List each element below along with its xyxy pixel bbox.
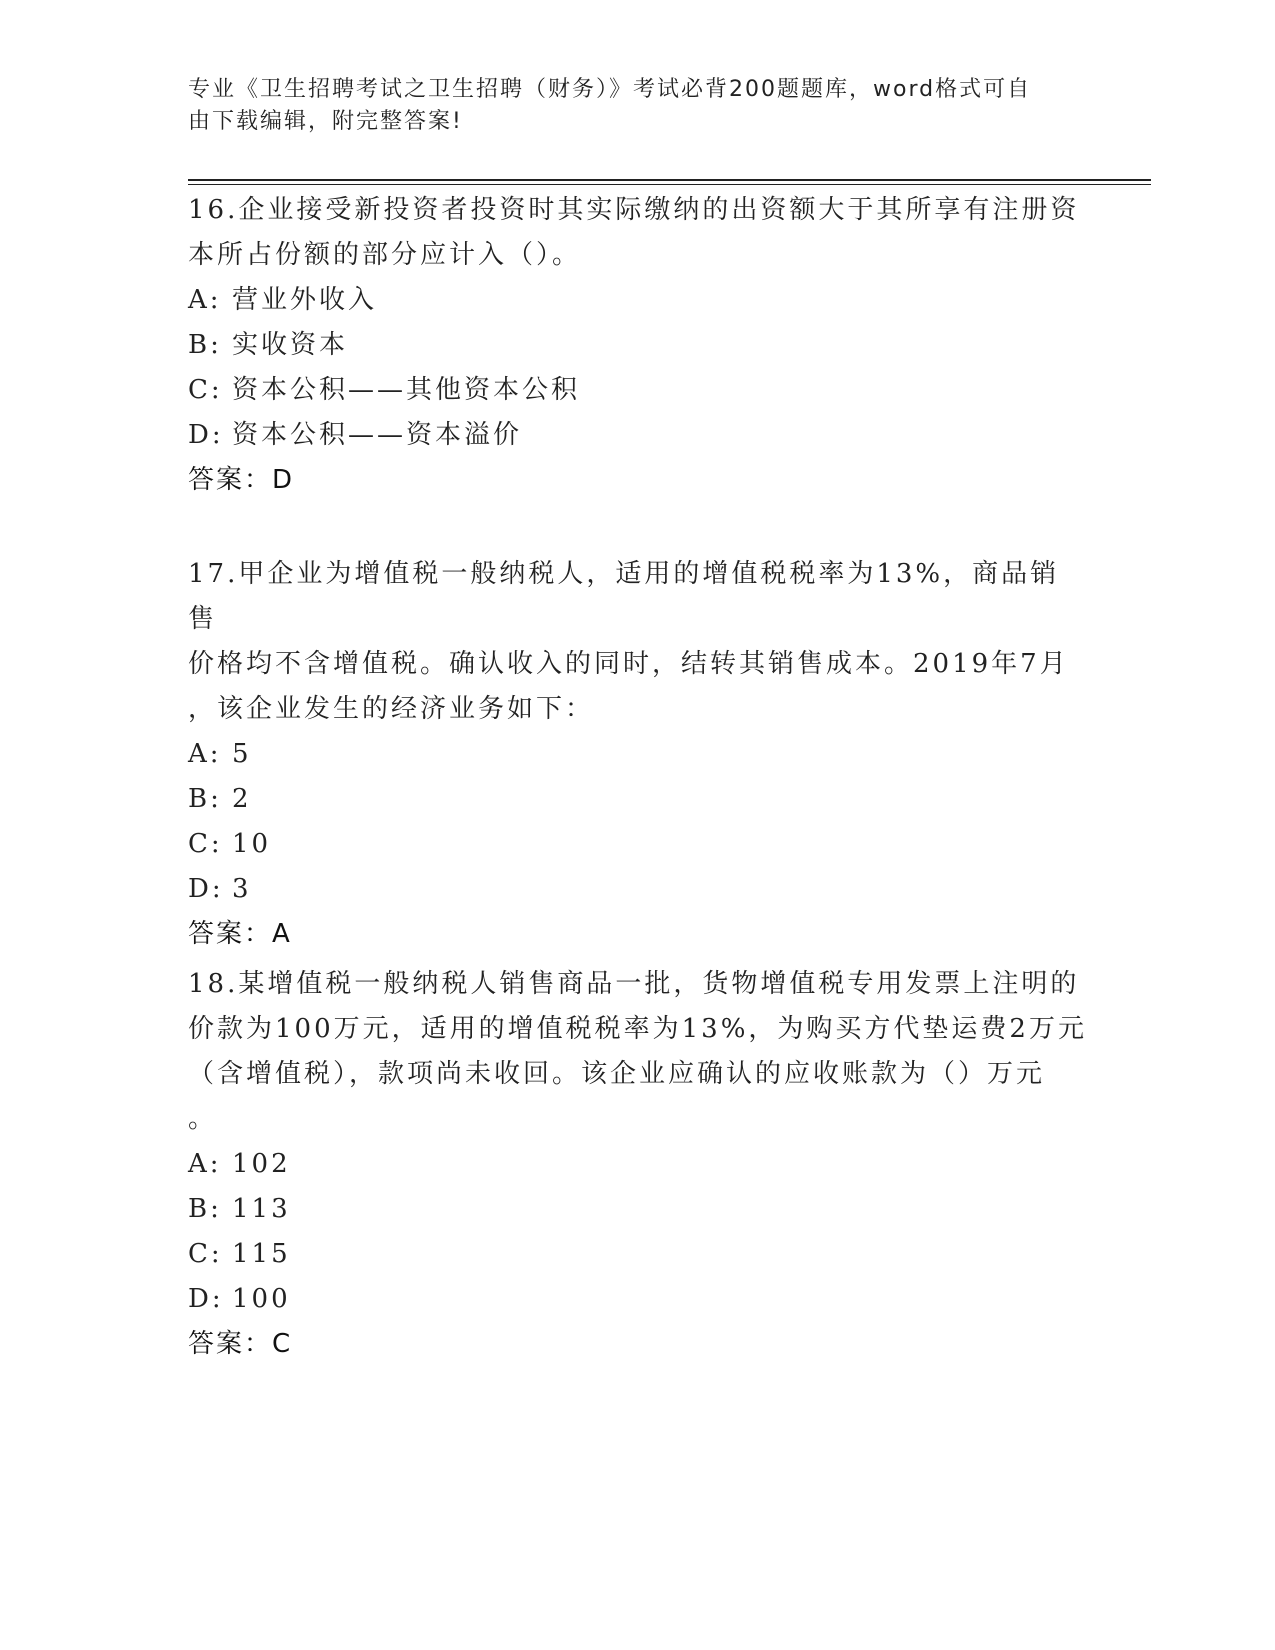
question-18-line-4: 。 xyxy=(188,1104,218,1134)
question-16-option-a xyxy=(188,278,1088,323)
option-text: 100 xyxy=(232,1284,291,1314)
option-letter: D: xyxy=(188,1284,224,1314)
option-letter: B: xyxy=(188,1194,222,1224)
option-text: 2 xyxy=(232,784,252,814)
option-letter: A: xyxy=(188,285,222,315)
question-18-line-1: 18.某增值税一般纳税人销售商品一批，货物增值税专用发票上注明的 xyxy=(188,969,1080,999)
header-line-1: 专业《卫生招聘考试之卫生招聘（财务）》考试必背200题题库，word格式可自 xyxy=(188,77,1032,102)
option-letter: A: xyxy=(188,1149,222,1179)
question-16-option-b xyxy=(188,323,1088,368)
option-letter: D: xyxy=(188,874,224,904)
option-letter: B: xyxy=(188,330,222,360)
question-17-line-3: ，该企业发生的经济业务如下： xyxy=(188,694,595,724)
question-16-line-1: 16.企业接受新投资者投资时其实际缴纳的出资额大于其所享有注册资 xyxy=(188,195,1080,225)
question-17-option-a xyxy=(188,732,1088,777)
header-line-2: 由下载编辑，附完整答案! xyxy=(188,109,463,134)
option-letter: B: xyxy=(188,784,222,814)
option-text: 营业外收入 xyxy=(232,285,378,315)
document-header xyxy=(188,74,1068,138)
question-16-answer: 答案：D xyxy=(188,465,295,495)
question-16-line-2: 本所占份额的部分应计入（）。 xyxy=(188,240,582,270)
option-text: 10 xyxy=(232,829,272,859)
question-18-line-2: 价款为100万元，适用的增值税税率为13%，为购买方代垫运费2万元 xyxy=(188,1014,1087,1044)
question-17-option-b xyxy=(188,777,1088,822)
option-text: 实收资本 xyxy=(232,330,349,360)
question-16-option-d xyxy=(188,413,1088,458)
question-17-answer: 答案：A xyxy=(188,919,292,949)
question-18-option-d xyxy=(188,1277,1088,1322)
option-text: 115 xyxy=(232,1239,291,1269)
option-text: 113 xyxy=(232,1194,291,1224)
question-17-option-c xyxy=(188,822,1088,867)
header-divider-thin xyxy=(188,184,1151,185)
question-18 xyxy=(188,962,1088,1367)
option-text: 资本公积——其他资本公积 xyxy=(232,375,581,405)
question-18-option-c xyxy=(188,1232,1088,1277)
option-text: 102 xyxy=(232,1149,291,1179)
question-17-option-d xyxy=(188,867,1088,912)
option-letter: A: xyxy=(188,739,222,769)
option-letter: C: xyxy=(188,1239,223,1269)
question-17-line-1: 17.甲企业为增值税一般纳税人，适用的增值税税率为13%，商品销售 xyxy=(188,559,1060,634)
question-16 xyxy=(188,188,1088,503)
option-text: 5 xyxy=(232,739,252,769)
option-letter: D: xyxy=(188,420,224,450)
question-18-option-b xyxy=(188,1187,1088,1232)
question-16-option-c xyxy=(188,368,1088,413)
option-text: 资本公积——资本溢价 xyxy=(232,420,523,450)
option-letter: C: xyxy=(188,829,223,859)
question-17-line-2: 价格均不含增值税。确认收入的同时，结转其销售成本。2019年7月 xyxy=(188,649,1069,679)
option-text: 3 xyxy=(232,874,252,904)
header-divider-thick xyxy=(188,179,1151,181)
question-18-answer: 答案：C xyxy=(188,1329,293,1359)
question-17 xyxy=(188,552,1088,957)
question-18-option-a xyxy=(188,1142,1088,1187)
option-letter: C: xyxy=(188,375,223,405)
question-18-line-3: （含增值税），款项尚未收回。该企业应确认的应收账款为（）万元 xyxy=(188,1059,1046,1089)
